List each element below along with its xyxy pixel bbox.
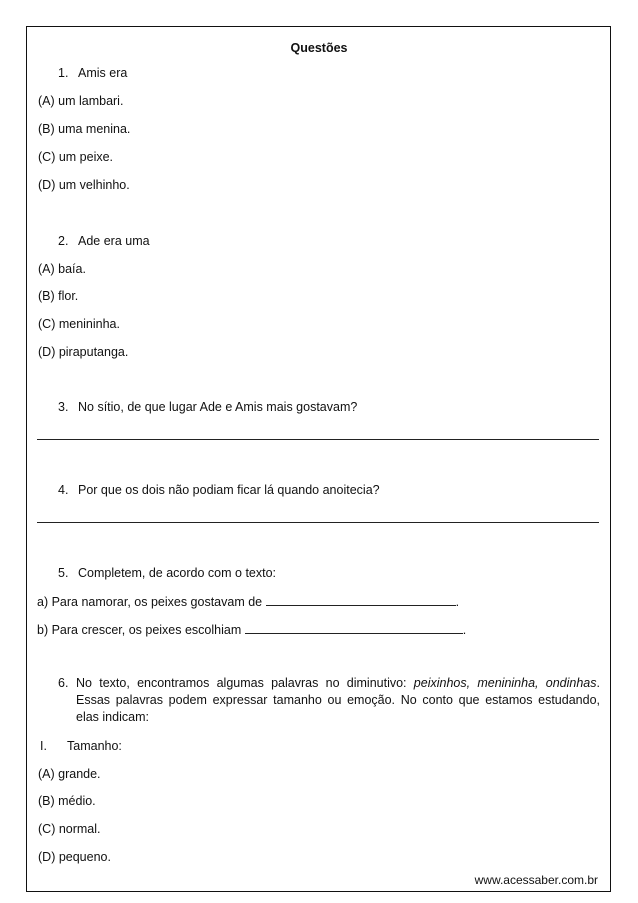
q2-option-c: (C) menininha. xyxy=(38,317,120,331)
q5-item-a xyxy=(37,594,459,610)
q1-number: 1. xyxy=(58,66,69,80)
q3-number: 3. xyxy=(58,400,69,414)
q1-option-c: (C) um peixe. xyxy=(38,150,114,164)
q5-item-a-text: a) Para namorar, os peixes gostavam de xyxy=(37,595,263,609)
q4-number: 4. xyxy=(58,483,69,497)
q1-text: Amis era xyxy=(78,66,128,80)
q1-option-b: (B) uma menina. xyxy=(38,122,131,136)
q6-option-a: (A) grande. xyxy=(38,767,101,781)
q3-answer-line[interactable] xyxy=(37,439,599,440)
q5-item-a-end: . xyxy=(455,595,460,609)
q2-number: 2. xyxy=(58,234,69,248)
q6-sub-number: I. xyxy=(40,739,47,753)
q5-number: 5. xyxy=(58,566,69,580)
q1-option-a: (A) um lambari. xyxy=(38,94,124,108)
q5-text: Completem, de acordo com o texto: xyxy=(78,566,277,580)
page-title: Questões xyxy=(290,41,348,55)
q6-diminutives: peixinhos, menininha, ondinhas xyxy=(413,676,597,690)
q5-item-b-blank[interactable] xyxy=(245,622,463,634)
q4-answer-line[interactable] xyxy=(37,522,599,523)
q2-option-a: (A) baía. xyxy=(38,262,86,276)
q5-item-b-text: b) Para crescer, os peixes escolhiam xyxy=(37,623,242,637)
q2-text: Ade era uma xyxy=(78,234,150,248)
q1-option-d: (D) um velhinho. xyxy=(38,178,130,192)
q6-option-c: (C) normal. xyxy=(38,822,101,836)
q5-item-b xyxy=(37,622,466,638)
q2-option-d: (D) piraputanga. xyxy=(38,345,129,359)
q6-text-before: No texto, encontramos algumas palavras no diminutivo: xyxy=(76,676,414,690)
q4-text: Por que os dois não podiam ficar lá quando anoitecia? xyxy=(78,483,380,497)
q6-sub-label: Tamanho: xyxy=(67,739,122,753)
q6-option-d: (D) pequeno. xyxy=(38,850,111,864)
q6-option-b: (B) médio. xyxy=(38,794,96,808)
footer-website: www.acessaber.com.br xyxy=(474,873,598,887)
q5-item-b-end: . xyxy=(462,623,467,637)
q6-number: 6. xyxy=(58,676,69,690)
q5-item-a-blank[interactable] xyxy=(266,594,456,606)
page-border xyxy=(26,26,611,892)
q6-text xyxy=(76,675,600,726)
q2-option-b: (B) flor. xyxy=(38,289,79,303)
q3-text: No sítio, de que lugar Ade e Amis mais gostavam? xyxy=(78,400,358,414)
q6-text-after: . Essas palavras podem expressar tamanho ou emoção. No conto que estamos estudando, elas indicam: xyxy=(76,676,600,724)
